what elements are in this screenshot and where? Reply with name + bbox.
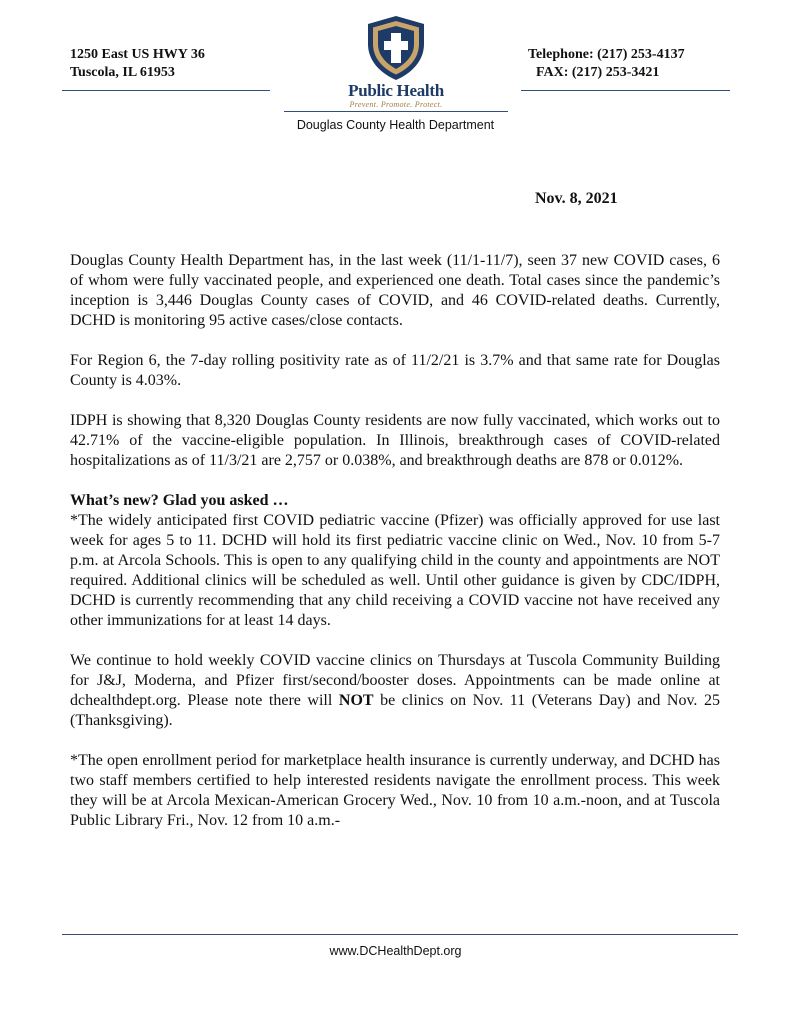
address-block (70, 46, 205, 82)
clinics-text-emphasis: NOT (338, 692, 374, 709)
section-heading: What’s new? Glad you asked … (70, 492, 289, 509)
address-line-1: 1250 East US HWY 36 (70, 47, 205, 62)
address-rule (62, 90, 270, 91)
paragraph-open-enrollment: *The open enrollment period for marketplace health insurance is currently underway, and DCHD has two staff members certified to help interested residents navigate the enrollment process. This week they will be at Arcola Mexican-American Grocery Wed., Nov. 10 from 10 a.m.-noon, and at Tuscola Public Library Fri., Nov. 12 from 10 a.m.- (70, 752, 720, 829)
clinics-text-end: be clinics on Nov. 11 (Veterans Day) and Nov. 25 (Thanksgiving). (70, 692, 720, 729)
contact-rule (521, 90, 730, 91)
letter-date: Nov. 8, 2021 (535, 190, 618, 207)
public-health-logo (346, 14, 446, 114)
paragraph-pediatric-vaccine: *The widely anticipated first COVID pediatric vaccine (Pfizer) was officially approved for use last week for ages 5 to 11. DCHD will hold its first pediatric vaccine clinic on Wed., Nov. 10 from 5-7 p.m. at Arcola Schools. This is open to any qualifying child in the county and appointments are NOT required. Additional clinics will be scheduled as well. Until other guidance is given by CDC/IDPH, DCHD is currently recommending that any child receiving a COVID vaccine not have received any other immunizations for at least 14 days. (70, 512, 720, 629)
footer-rule (62, 934, 738, 935)
address-line-2: Tuscola, IL 61953 (70, 65, 175, 80)
clinics-text-start: We continue to hold weekly COVID vaccine clinics on Thursdays at Tuscola Community Building for J&J, Moderna, and Pfizer first/second/booster doses. Appointments can be made online at dchealthdept.org. Please note there will (70, 652, 720, 709)
logo-wordmark: Public Health (348, 81, 444, 100)
paragraph-weekly-clinics (70, 651, 720, 731)
contact-block (528, 46, 685, 82)
logo-tagline: Prevent. Promote. Protect. (349, 100, 443, 109)
paragraph-positivity-rate: For Region 6, the 7-day rolling positivity rate as of 11/2/21 is 3.7% and that same rate for Douglas County is 4.03%. (70, 352, 720, 389)
paragraph-vaccination: IDPH is showing that 8,320 Douglas County residents are now fully vaccinated, which works out to 42.71% of the vaccine-eligible population. In Illinois, breakthrough cases of COVID-related hospitalizations as of 11/3/21 are 2,757 or 0.038%, and breakthrough deaths are 878 or 0.012%. (70, 412, 720, 469)
fax: FAX: (217) 253-3421 (536, 65, 660, 80)
paragraph-weekly-cases: Douglas County Health Department has, in the last week (11/1-11/7), seen 37 new COVID cases, 6 of whom were fully vaccinated people, and experienced one death. Total cases since the pandemic’s inception is 3,446 Douglas County cases of COVID, and 46 COVID-related deaths. Currently, DCHD is monitoring 95 active cases/close contacts. (70, 252, 720, 329)
footer-website[interactable]: www.DCHealthDept.org (329, 944, 462, 958)
department-name: Douglas County Health Department (296, 118, 495, 132)
telephone: Telephone: (217) 253-4137 (528, 47, 685, 62)
shield-cross-icon (362, 14, 430, 82)
letter-body (70, 251, 720, 851)
logo-rule (284, 111, 508, 112)
